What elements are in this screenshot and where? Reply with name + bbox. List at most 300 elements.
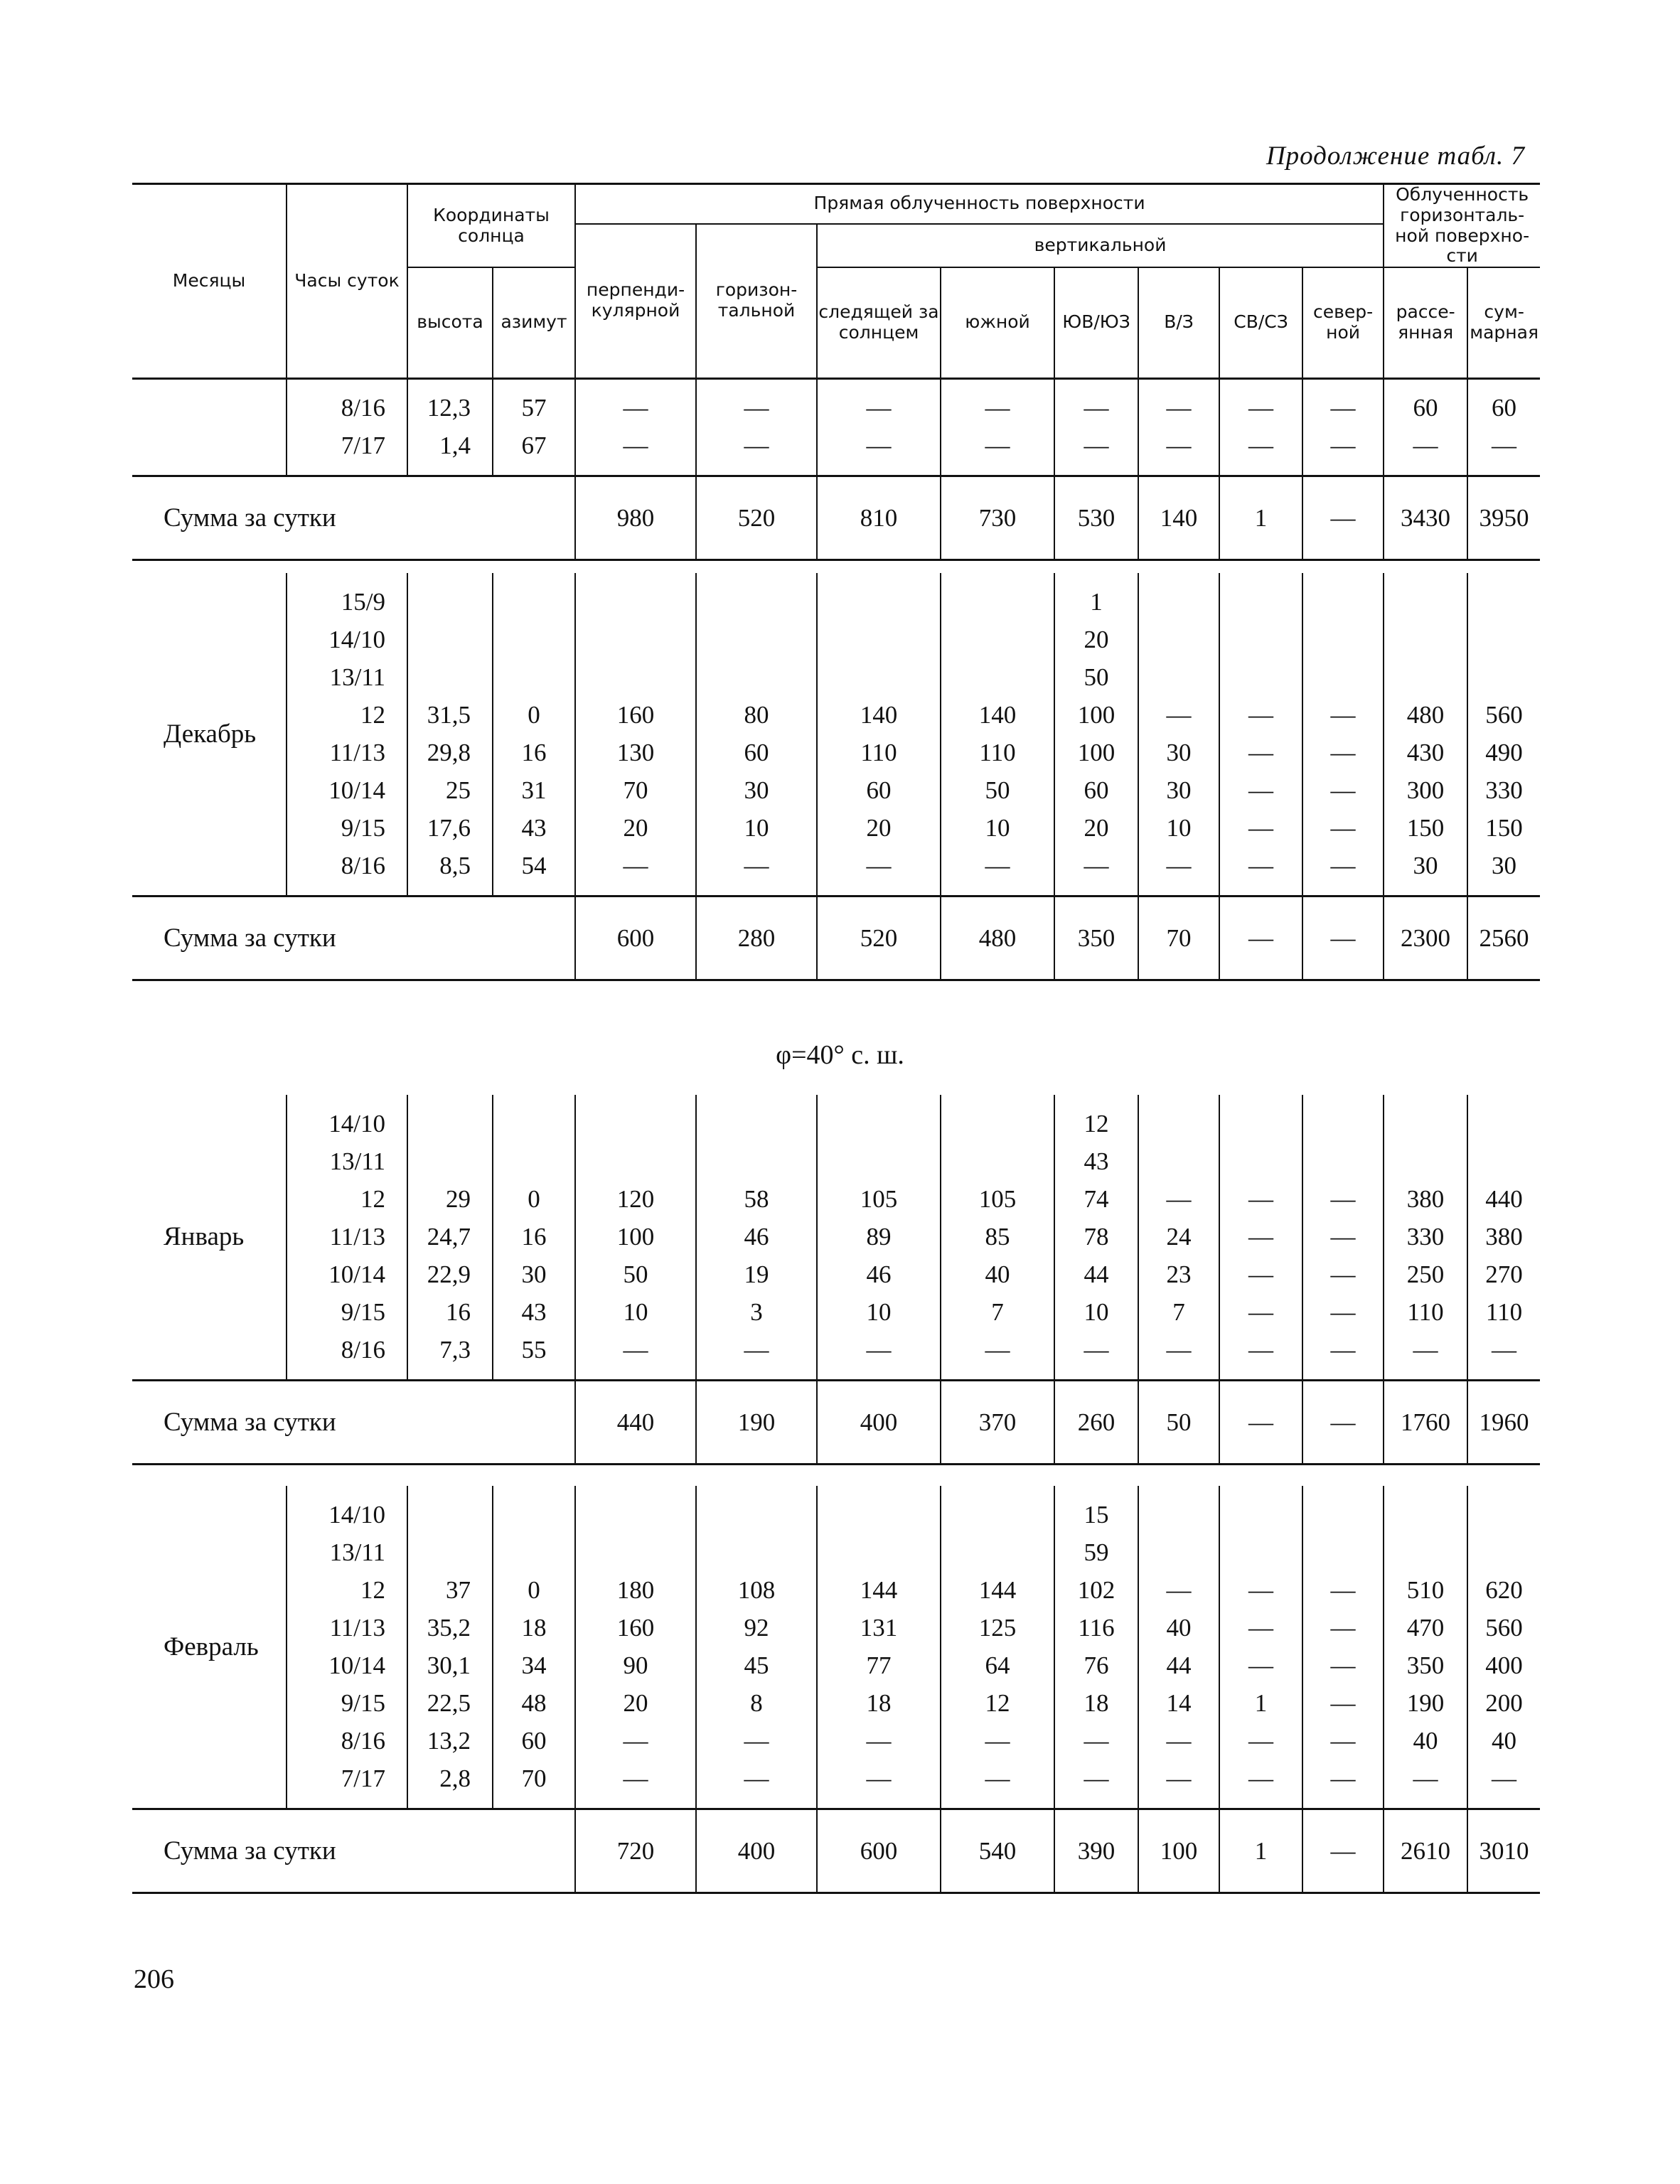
value-hours: 13/11 [329, 663, 385, 691]
value-sesw: 76 [1084, 1652, 1109, 1679]
value-height [408, 1105, 471, 1142]
value-south: 110 [979, 739, 1016, 766]
value-azimuth: 67 [521, 432, 547, 459]
value-track: 89 [866, 1223, 892, 1251]
value-total: 440 [1485, 1185, 1523, 1213]
value-diffuse [1384, 658, 1467, 696]
cell-height [407, 1486, 493, 1809]
value-south: 144 [978, 1576, 1017, 1604]
value-nenw: — [1248, 1260, 1273, 1288]
value-hours: 9/15 [341, 1298, 385, 1326]
value-diffuse [1384, 1142, 1467, 1180]
value-sesw: 20 [1084, 814, 1109, 842]
value-azimuth [493, 1496, 574, 1533]
cell-south [941, 379, 1054, 476]
value-north: — [1330, 1185, 1356, 1213]
sum-value: 3430 [1384, 476, 1467, 560]
value-horiz: — [744, 394, 769, 422]
value-azimuth [493, 1142, 574, 1180]
value-diffuse: 150 [1406, 814, 1445, 842]
value-north: — [1330, 776, 1356, 804]
sum-value: — [1302, 1380, 1384, 1464]
value-diffuse: 110 [1407, 1298, 1444, 1326]
value-total [1468, 1496, 1540, 1533]
value-perp: 20 [623, 1689, 648, 1717]
cell-ew [1138, 1095, 1219, 1380]
value-nenw [1220, 1105, 1302, 1142]
value-total: 400 [1485, 1652, 1523, 1679]
sum-value: 260 [1054, 1380, 1138, 1464]
value-perp: 130 [616, 739, 655, 766]
sum-value: 50 [1138, 1380, 1219, 1464]
value-ew: — [1166, 1765, 1192, 1792]
value-height: 8,5 [439, 852, 471, 879]
page-number: 206 [134, 1964, 174, 1994]
value-height: 35,2 [427, 1614, 471, 1642]
value-hours: 9/15 [341, 1689, 385, 1717]
value-height [408, 583, 471, 621]
value-azimuth [493, 621, 574, 658]
sum-value: 190 [696, 1380, 817, 1464]
value-diffuse: 330 [1406, 1223, 1445, 1251]
value-north: — [1330, 701, 1356, 729]
header-ne-nw: СВ/СЗ [1219, 267, 1302, 378]
value-track: 77 [866, 1652, 892, 1679]
value-nenw [1220, 658, 1302, 696]
value-azimuth: 0 [528, 1576, 540, 1604]
header-vertical: вертикальной [817, 224, 1384, 268]
value-nenw: — [1248, 1576, 1273, 1604]
value-north: — [1330, 814, 1356, 842]
value-diffuse: 430 [1406, 739, 1445, 766]
value-perp: — [623, 432, 648, 459]
value-track: 60 [866, 776, 892, 804]
value-north [1303, 1533, 1383, 1571]
value-track [818, 658, 940, 696]
value-north: — [1330, 1260, 1356, 1288]
value-north [1303, 1142, 1383, 1180]
value-south [941, 1142, 1054, 1180]
sum-label: Сумма за сутки [164, 1407, 336, 1437]
table-caption: Продолжение табл. 7 [1266, 141, 1525, 171]
cell-hours [287, 573, 407, 896]
value-perp [576, 658, 695, 696]
cell-north [1302, 573, 1384, 896]
cell-sesw [1054, 1095, 1138, 1380]
cell-south [941, 1486, 1054, 1809]
value-diffuse: — [1413, 1765, 1438, 1792]
value-azimuth: 31 [521, 776, 547, 804]
value-hours: 8/16 [341, 1727, 385, 1755]
value-height: 16 [446, 1298, 471, 1326]
value-track: 46 [866, 1260, 892, 1288]
value-horiz: — [744, 1336, 769, 1364]
value-total: 560 [1485, 701, 1523, 729]
value-south: — [985, 394, 1010, 422]
value-sesw: 44 [1084, 1260, 1109, 1288]
cell-track [817, 379, 941, 476]
value-azimuth: 43 [521, 814, 547, 842]
value-north: — [1330, 1223, 1356, 1251]
value-south: 10 [985, 814, 1010, 842]
sum-value: 730 [941, 476, 1054, 560]
value-track: 10 [866, 1298, 892, 1326]
value-perp: 160 [616, 701, 655, 729]
value-horiz: 60 [744, 739, 769, 766]
value-horiz [697, 1533, 816, 1571]
cell-perp [575, 573, 696, 896]
value-nenw: — [1248, 1185, 1273, 1213]
value-nenw: — [1248, 776, 1273, 804]
value-total: 60 [1492, 394, 1516, 422]
value-perp: 160 [616, 1614, 655, 1642]
value-horiz: — [744, 432, 769, 459]
value-azimuth: 54 [521, 852, 547, 879]
value-sesw: 100 [1077, 739, 1115, 766]
value-north: — [1330, 1765, 1356, 1792]
value-nenw: — [1248, 701, 1273, 729]
value-height [408, 658, 471, 696]
value-hours: 7/17 [341, 432, 385, 459]
value-south: 50 [985, 776, 1010, 804]
value-horiz: — [744, 852, 769, 879]
value-nenw: — [1248, 394, 1273, 422]
value-height: 13,2 [427, 1727, 471, 1755]
value-hours: 8/16 [341, 1336, 385, 1364]
cell-sesw [1054, 573, 1138, 896]
value-south: 125 [978, 1614, 1017, 1642]
value-azimuth: 16 [521, 739, 547, 766]
value-north [1303, 583, 1383, 621]
sum-value: 440 [575, 1380, 696, 1464]
value-north [1303, 621, 1383, 658]
value-sesw: 1 [1090, 588, 1103, 616]
value-hours: 10/14 [328, 776, 385, 804]
value-azimuth: 43 [521, 1298, 547, 1326]
value-track: — [866, 394, 892, 422]
sum-value: 370 [941, 1380, 1054, 1464]
value-nenw [1220, 583, 1302, 621]
sum-value: 520 [817, 896, 941, 980]
month-label: Февраль [164, 1632, 259, 1661]
cell-azimuth [493, 573, 575, 896]
value-horiz [697, 1142, 816, 1180]
value-azimuth: 0 [528, 701, 540, 729]
value-ew [1139, 621, 1219, 658]
value-horiz [697, 658, 816, 696]
value-height: 30,1 [427, 1652, 471, 1679]
sum-value: 1 [1219, 476, 1302, 560]
value-azimuth: 34 [521, 1652, 547, 1679]
table-group [132, 573, 1540, 981]
value-south: — [985, 1765, 1010, 1792]
value-track [818, 1496, 940, 1533]
value-height [408, 621, 471, 658]
value-azimuth: 70 [521, 1765, 547, 1792]
value-sesw: 116 [1078, 1614, 1115, 1642]
value-perp: — [623, 1727, 648, 1755]
value-diffuse [1384, 583, 1467, 621]
value-perp: 50 [623, 1260, 648, 1288]
value-north: — [1330, 1336, 1356, 1364]
value-hours: 14/10 [328, 1110, 385, 1138]
value-height [408, 1533, 471, 1571]
value-south: — [985, 852, 1010, 879]
value-north: — [1330, 1727, 1356, 1755]
cell-south [941, 1095, 1054, 1380]
value-north: — [1330, 852, 1356, 879]
value-north [1303, 1496, 1383, 1533]
value-sesw: 59 [1084, 1538, 1109, 1566]
value-azimuth: 55 [521, 1336, 547, 1364]
sum-value: 140 [1138, 476, 1219, 560]
cell-nenw [1219, 573, 1302, 896]
table-group [132, 1095, 1540, 1465]
month-label: Декабрь [164, 719, 257, 749]
cell-nenw [1219, 1095, 1302, 1380]
value-perp: — [623, 852, 648, 879]
value-ew [1139, 583, 1219, 621]
value-height: 2,8 [439, 1765, 471, 1792]
header-diffuse: рассе-янная [1384, 267, 1467, 378]
value-south [941, 621, 1054, 658]
value-total: 560 [1485, 1614, 1523, 1642]
value-total: 150 [1485, 814, 1523, 842]
value-track: — [866, 1336, 892, 1364]
sum-value: 3010 [1467, 1809, 1540, 1893]
value-north: — [1330, 739, 1356, 766]
value-height: 1,4 [439, 432, 471, 459]
value-nenw: — [1248, 852, 1273, 879]
value-south: 64 [985, 1652, 1010, 1679]
value-total: — [1492, 1336, 1516, 1364]
cell-ew [1138, 1486, 1219, 1809]
header-north: север-ной [1302, 267, 1384, 378]
value-ew: 40 [1166, 1614, 1192, 1642]
value-ew: — [1166, 701, 1192, 729]
sum-value: 3950 [1467, 476, 1540, 560]
value-ew [1139, 658, 1219, 696]
value-diffuse [1384, 1496, 1467, 1533]
value-nenw: — [1248, 1727, 1273, 1755]
value-ew: 23 [1166, 1260, 1192, 1288]
value-horiz: 80 [744, 701, 769, 729]
value-azimuth [493, 658, 574, 696]
cell-hours [287, 1486, 407, 1809]
value-ew: — [1166, 1336, 1192, 1364]
value-track: — [866, 852, 892, 879]
value-hours: 12 [360, 1185, 385, 1213]
value-horiz: 3 [750, 1298, 763, 1326]
value-height [408, 1496, 471, 1533]
value-azimuth: 18 [521, 1614, 547, 1642]
value-total: 490 [1485, 739, 1523, 766]
value-sesw: — [1084, 1336, 1109, 1364]
value-south [941, 1105, 1054, 1142]
value-azimuth: 60 [521, 1727, 547, 1755]
value-nenw: — [1248, 1614, 1273, 1642]
sum-label: Сумма за сутки [164, 1836, 336, 1866]
value-total [1468, 1105, 1540, 1142]
cell-horiz [696, 1095, 817, 1380]
header-month: Месяцы [172, 269, 246, 291]
cell-track [817, 1486, 941, 1809]
value-nenw: — [1248, 739, 1273, 766]
sum-value: 1760 [1384, 1380, 1467, 1464]
value-horiz: 8 [750, 1689, 763, 1717]
value-track: 105 [860, 1185, 898, 1213]
value-perp: — [623, 1336, 648, 1364]
sum-value: 980 [575, 476, 696, 560]
value-total: 40 [1492, 1727, 1516, 1755]
value-total: 330 [1485, 776, 1523, 804]
value-azimuth: 0 [528, 1185, 540, 1213]
value-track [818, 1533, 940, 1571]
value-height: 31,5 [427, 701, 471, 729]
cell-height [407, 573, 493, 896]
cell-ew [1138, 379, 1219, 476]
value-sesw: 74 [1084, 1185, 1109, 1213]
month-label [132, 379, 287, 476]
value-perp: 180 [616, 1576, 655, 1604]
value-ew [1139, 1533, 1219, 1571]
value-south: — [985, 432, 1010, 459]
value-total [1468, 1533, 1540, 1571]
value-diffuse: 380 [1406, 1185, 1445, 1213]
header-total: сум-марная [1467, 267, 1540, 378]
value-sesw: — [1084, 1727, 1109, 1755]
cell-height [407, 379, 493, 476]
value-perp: 100 [616, 1223, 655, 1251]
value-total: 200 [1485, 1689, 1523, 1717]
cell-nenw [1219, 1486, 1302, 1809]
sum-value: 2560 [1467, 896, 1540, 980]
value-sesw: — [1084, 394, 1109, 422]
value-azimuth: 30 [521, 1260, 547, 1288]
value-nenw [1220, 621, 1302, 658]
value-track: — [866, 1765, 892, 1792]
value-ew: — [1166, 1185, 1192, 1213]
cell-total [1467, 1095, 1540, 1380]
value-nenw: — [1248, 814, 1273, 842]
value-diffuse: — [1413, 432, 1438, 459]
value-track: 140 [860, 701, 898, 729]
cell-hours [287, 1095, 407, 1380]
cell-perp [575, 1095, 696, 1380]
cell-diffuse [1384, 573, 1467, 896]
value-south: 85 [985, 1223, 1010, 1251]
value-horiz: 10 [744, 814, 769, 842]
value-perp [576, 621, 695, 658]
cell-track [817, 1095, 941, 1380]
value-hours: 7/17 [341, 1765, 385, 1792]
value-height: 7,3 [439, 1336, 471, 1364]
cell-diffuse [1384, 379, 1467, 476]
cell-nenw [1219, 379, 1302, 476]
value-horiz: 45 [744, 1652, 769, 1679]
header-height: высота [407, 267, 493, 378]
table-group [132, 379, 1540, 561]
value-azimuth [493, 583, 574, 621]
value-perp [576, 1533, 695, 1571]
value-total [1468, 583, 1540, 621]
value-south: 40 [985, 1260, 1010, 1288]
value-hours: 13/11 [329, 1147, 385, 1175]
value-north: — [1330, 432, 1356, 459]
cell-north [1302, 1095, 1384, 1380]
month-label: Январь [164, 1222, 245, 1252]
value-horiz [697, 583, 816, 621]
sum-value: — [1302, 1809, 1384, 1893]
value-hours: 8/16 [341, 852, 385, 879]
value-azimuth: 16 [521, 1223, 547, 1251]
sum-value: 280 [696, 896, 817, 980]
value-south: 7 [991, 1298, 1004, 1326]
value-total [1468, 658, 1540, 696]
value-hours: 8/16 [341, 394, 385, 422]
value-diffuse: — [1413, 1336, 1438, 1364]
value-total: — [1492, 1765, 1516, 1792]
value-hours: 11/13 [329, 1223, 385, 1251]
value-ew: 44 [1166, 1652, 1192, 1679]
cell-total [1467, 379, 1540, 476]
value-hours: 13/11 [329, 1538, 385, 1566]
value-track: 131 [860, 1614, 898, 1642]
value-track: 18 [866, 1689, 892, 1717]
value-nenw [1220, 1533, 1302, 1571]
value-ew: — [1166, 1727, 1192, 1755]
value-diffuse: 190 [1406, 1689, 1445, 1717]
value-south [941, 658, 1054, 696]
sum-value: 520 [696, 476, 817, 560]
header-sun-coords: Координаты солнца [407, 184, 575, 268]
sum-value: 400 [817, 1380, 941, 1464]
value-height: 25 [446, 776, 471, 804]
value-ew: 14 [1166, 1689, 1192, 1717]
value-hours: 10/14 [328, 1260, 385, 1288]
value-diffuse: 510 [1406, 1576, 1445, 1604]
value-nenw: — [1248, 432, 1273, 459]
value-diffuse [1384, 1533, 1467, 1571]
value-sesw: 18 [1084, 1689, 1109, 1717]
value-ew: — [1166, 852, 1192, 879]
sum-label: Сумма за сутки [164, 923, 336, 953]
cell-azimuth [493, 1486, 575, 1809]
value-horiz: 30 [744, 776, 769, 804]
header-se-sw: ЮВ/ЮЗ [1054, 267, 1138, 378]
value-height: 22,9 [427, 1260, 471, 1288]
value-sesw: 100 [1077, 701, 1115, 729]
cell-horiz [696, 573, 817, 896]
value-sesw: 10 [1084, 1298, 1109, 1326]
cell-azimuth [493, 1095, 575, 1380]
value-track [818, 621, 940, 658]
value-perp [576, 1105, 695, 1142]
value-track: 144 [860, 1576, 898, 1604]
value-horiz: 58 [744, 1185, 769, 1213]
table-group [132, 1486, 1540, 1894]
cell-sesw [1054, 1486, 1138, 1809]
value-horiz [697, 1105, 816, 1142]
sum-value: 530 [1054, 476, 1138, 560]
value-nenw: — [1248, 1765, 1273, 1792]
value-south [941, 1496, 1054, 1533]
value-azimuth [493, 1533, 574, 1571]
value-total: 30 [1492, 852, 1516, 879]
value-south: — [985, 1727, 1010, 1755]
value-total: 620 [1485, 1576, 1523, 1604]
value-ew: — [1166, 432, 1192, 459]
